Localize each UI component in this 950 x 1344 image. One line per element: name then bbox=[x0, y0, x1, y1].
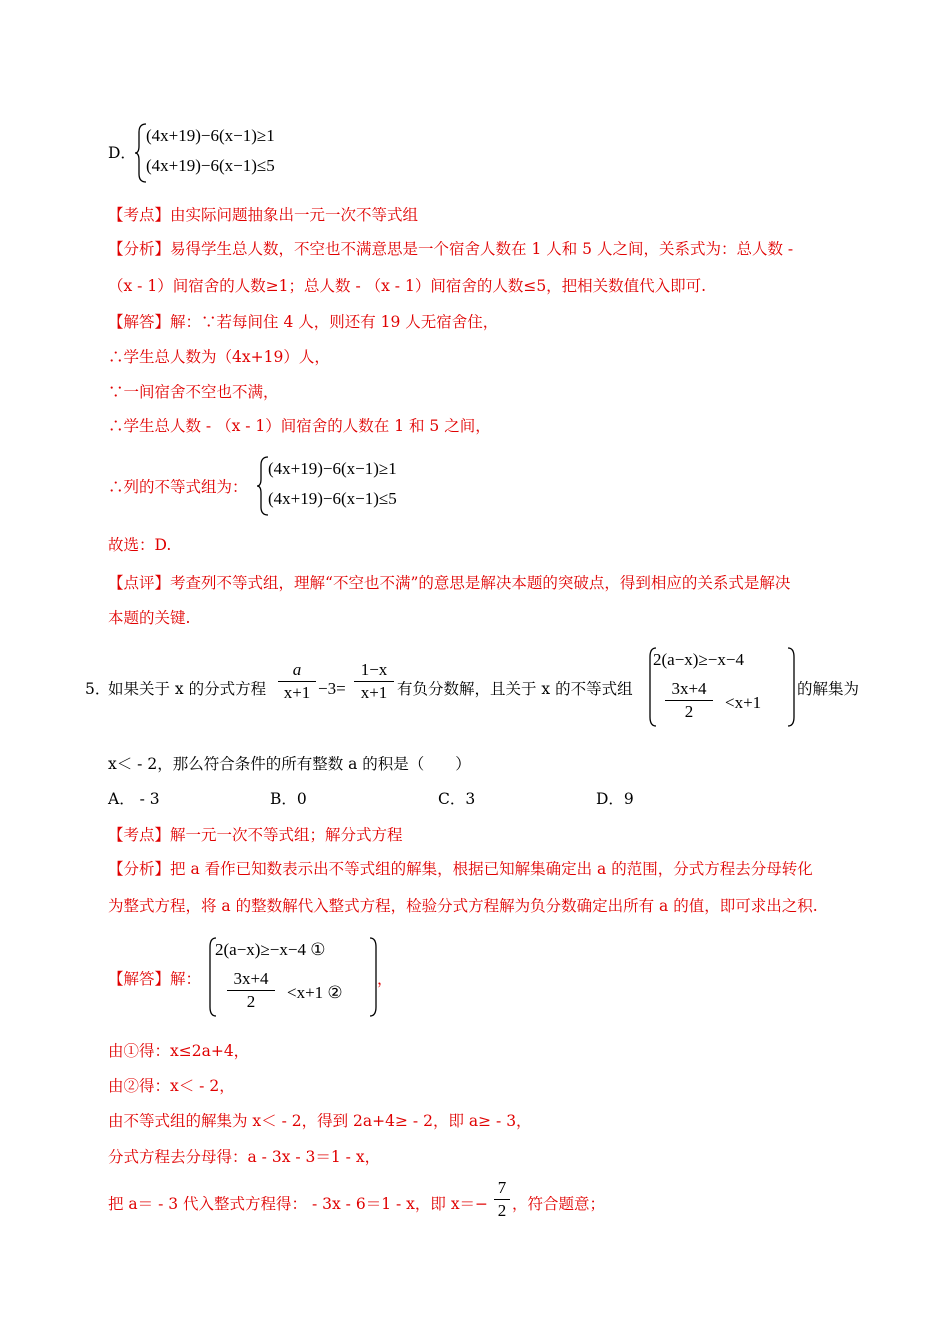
fraction-numerator: 3x+4 bbox=[233, 969, 269, 988]
dianping-tag: 【点评】 bbox=[108, 574, 171, 592]
q5-step2: 由②得：x＜ - 2， bbox=[108, 1077, 235, 1095]
q5-sol-ineq1: 2(a−x)≥−x−4 ① bbox=[215, 940, 326, 959]
fenxi-text-1: 易得学生总人数，不空也不满意思是一个宿舍人数在 1 人和 5 人之间，关系式为：总人数 - bbox=[170, 240, 794, 258]
q5-fenxi-line2: 为整式方程，将 a 的整数解代入整式方程，检验分式方程解为负分数确定出所有 a 的值，即可求出之积. bbox=[108, 897, 818, 915]
fenxi-text-1: 把 a 看作已知数表示出不等式组的解集，根据已知解集确定出 a 的范围，分式方程去分母转化 bbox=[170, 860, 813, 878]
jieda-line5: ∴列的不等式组为： bbox=[108, 478, 248, 496]
option-a: A． - 3 bbox=[108, 790, 160, 808]
q5-fraction-right bbox=[354, 660, 394, 703]
jieda-text-1: 解：∵若每间住 4 人，则还有 19 人无宿舍住， bbox=[170, 313, 499, 331]
q5-ineq2-fraction bbox=[665, 679, 713, 722]
fraction-bar bbox=[665, 700, 713, 701]
dianping-text-1: 考查列不等式组，理解“不空也不满”的意思是解决本题的突破点，得到相应的关系式是解决 bbox=[170, 574, 791, 592]
fraction-denominator: x+1 bbox=[283, 683, 311, 702]
q5-step5-a: 把 a＝ - 3 代入整式方程得： - 3x - 6＝1 - x，即 x＝− bbox=[108, 1195, 489, 1213]
fraction-denominator: 2 bbox=[497, 1201, 507, 1220]
option-d-label: D． bbox=[108, 144, 136, 162]
jieda-tag: 【解答】 bbox=[108, 970, 171, 988]
q5-options bbox=[108, 788, 708, 810]
q5-sol-comma: ， bbox=[377, 970, 393, 988]
fraction-bar bbox=[227, 990, 275, 991]
option-d: D．9 bbox=[596, 790, 634, 808]
fenxi-line2: （x - 1）间宿舍的人数≥1；总人数 - （x - 1）间宿舍的人数≤5，把相关数值代入即可. bbox=[108, 277, 707, 295]
option-d-line2: (4x+19)−6(x−1)≤5 bbox=[146, 156, 275, 175]
jieda-line3: ∵一间宿舍不空也不满， bbox=[108, 383, 279, 401]
kaodian-text: 解一元一次不等式组；解分式方程 bbox=[170, 826, 403, 844]
fraction-numerator: a bbox=[292, 660, 302, 679]
jieda-line4: ∴学生总人数 - （x - 1）间宿舍的人数在 1 和 5 之间， bbox=[108, 417, 491, 435]
option-d-system bbox=[134, 122, 344, 184]
q5-fenxi-line1 bbox=[108, 858, 813, 880]
q5-solution-system bbox=[205, 935, 385, 1019]
fraction-numerator: 1−x bbox=[360, 660, 388, 679]
jieda-system bbox=[256, 455, 466, 517]
dianping-line1 bbox=[108, 572, 790, 594]
fraction-bar bbox=[494, 1199, 510, 1200]
q5-step3: 由不等式组的解集为 x＜ - 2，得到 2a+4≥ - 2，即 a≥ - 3， bbox=[108, 1112, 532, 1130]
option-d-line1: (4x+19)−6(x−1)≥1 bbox=[146, 126, 275, 145]
fraction-denominator: 2 bbox=[684, 702, 694, 721]
fraction-denominator: 2 bbox=[246, 992, 256, 1011]
q5-sol-ineq2-fraction bbox=[227, 969, 275, 1012]
q5-kaodian-line bbox=[108, 824, 403, 846]
kaodian-tag: 【考点】 bbox=[108, 826, 171, 844]
q5-stem-b: 有负分数解，且关于 x 的不等式组 bbox=[397, 680, 633, 698]
q5-step1: 由①得：x≤2a+4， bbox=[108, 1042, 250, 1060]
q5-step5-fraction bbox=[494, 1178, 510, 1221]
fenxi-line1 bbox=[108, 238, 793, 260]
fraction-bar bbox=[278, 681, 316, 682]
jieda-prefix: 解： bbox=[170, 970, 202, 988]
q5-sol-ineq2-rest: <x+1 ② bbox=[287, 983, 343, 1002]
kaodian-tag: 【考点】 bbox=[108, 206, 171, 224]
q5-stem-c: 的解集为 bbox=[797, 680, 860, 698]
q5-inequality-system bbox=[645, 645, 795, 729]
option-c: C．3 bbox=[438, 790, 476, 808]
jieda-line1 bbox=[108, 311, 498, 333]
q5-ineq2-rest: <x+1 bbox=[725, 693, 762, 712]
fraction-numerator: 7 bbox=[497, 1178, 507, 1197]
q5-jieda-line bbox=[108, 968, 201, 990]
jieda-system-line2: (4x+19)−6(x−1)≤5 bbox=[268, 489, 397, 508]
fenxi-tag: 【分析】 bbox=[108, 240, 171, 258]
q5-stem-line2: x＜ - 2，那么符合条件的所有整数 a 的积是（ ） bbox=[108, 755, 471, 773]
q5-step4: 分式方程去分母得：a - 3x - 3＝1 - x， bbox=[108, 1148, 381, 1166]
q5-fraction-left bbox=[278, 660, 316, 703]
q5-eq-mid: −3= bbox=[318, 679, 346, 698]
jieda-tag: 【解答】 bbox=[108, 313, 171, 331]
jieda-line2: ∴学生总人数为（4x+19）人， bbox=[108, 348, 330, 366]
jieda-system-line1: (4x+19)−6(x−1)≥1 bbox=[268, 459, 397, 478]
q5-stem-a: 如果关于 x 的分式方程 bbox=[108, 680, 267, 698]
option-b: B．0 bbox=[270, 790, 307, 808]
kaodian-line bbox=[108, 204, 418, 226]
dianping-line2: 本题的关键. bbox=[108, 609, 191, 627]
q5-step5-b: ，符合题意； bbox=[512, 1195, 606, 1213]
fraction-denominator: x+1 bbox=[360, 683, 388, 702]
fraction-bar bbox=[354, 681, 394, 682]
choose-line: 故选：D. bbox=[108, 536, 172, 554]
q5-number: 5． bbox=[85, 680, 111, 698]
kaodian-text: 由实际问题抽象出一元一次不等式组 bbox=[170, 206, 419, 224]
q5-ineq1: 2(a−x)≥−x−4 bbox=[653, 650, 744, 669]
fraction-numerator: 3x+4 bbox=[671, 679, 707, 698]
fenxi-tag: 【分析】 bbox=[108, 860, 171, 878]
